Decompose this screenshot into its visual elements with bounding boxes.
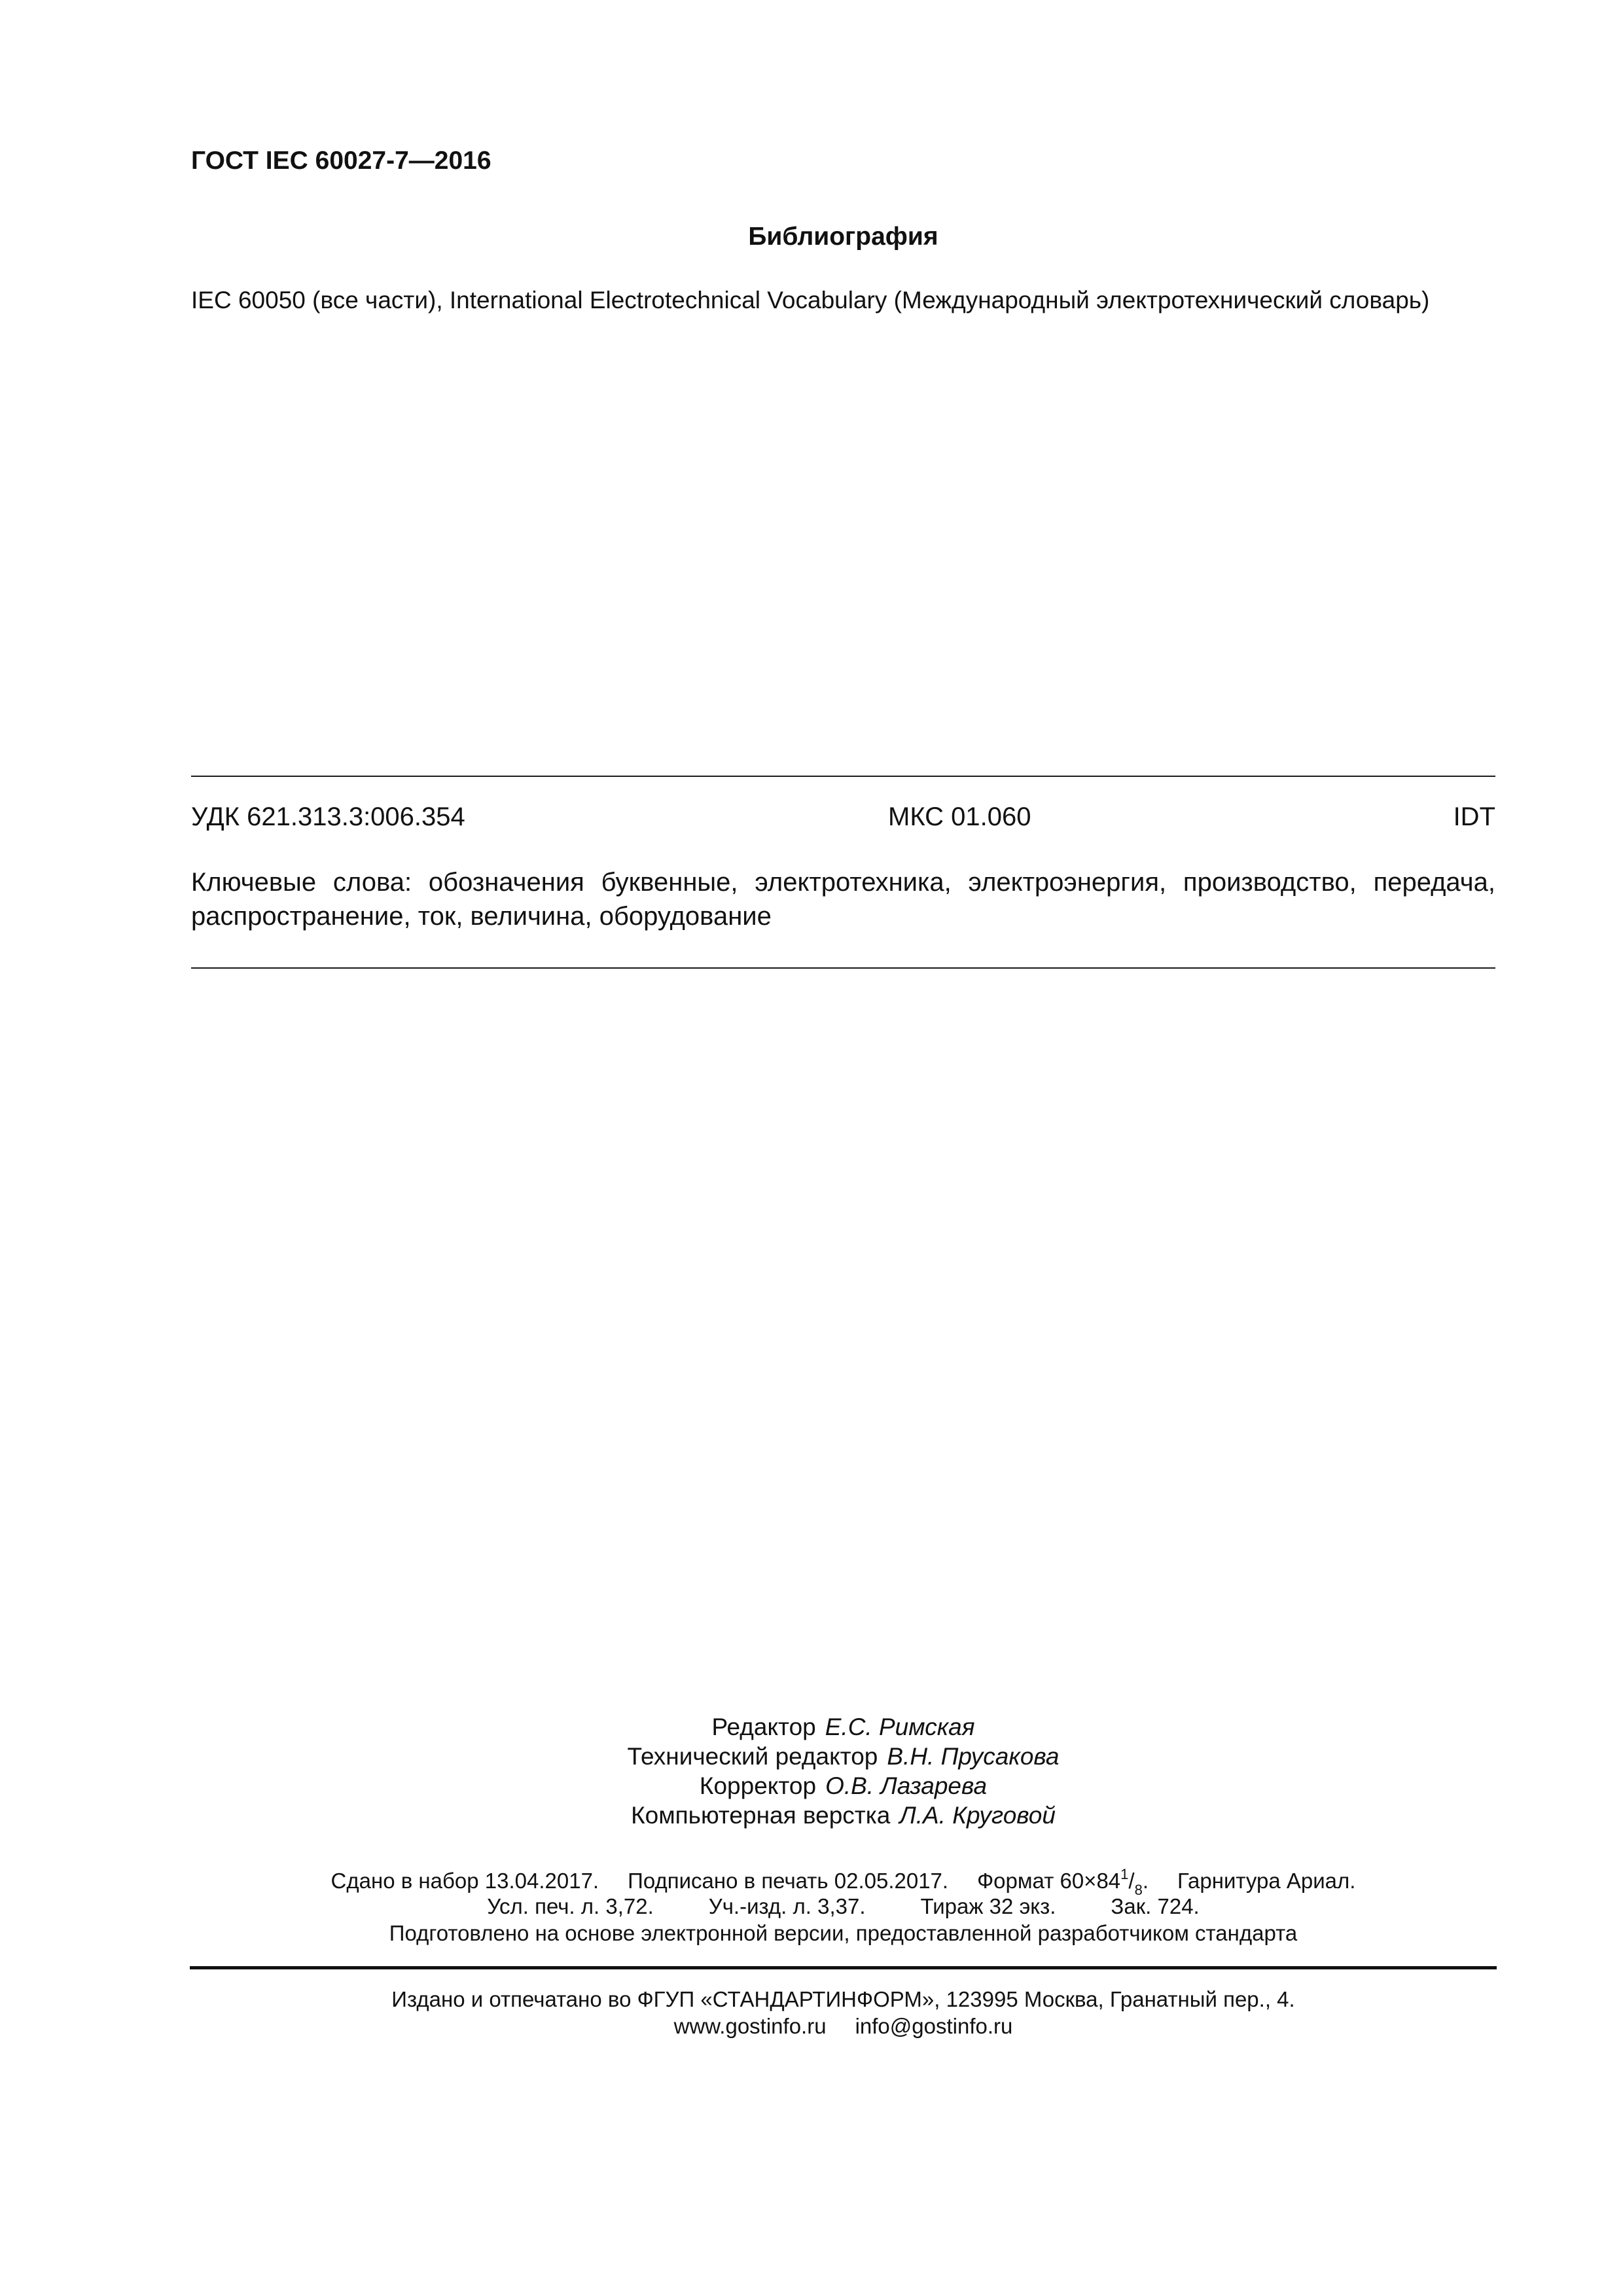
- credit-tech-editor-name: В.Н. Прусакова: [887, 1743, 1060, 1770]
- mks-code: МКС 01.060: [888, 802, 1031, 831]
- credit-editor-label: Редактор: [711, 1713, 816, 1740]
- imprint-run: Тираж 32 экз.: [920, 1894, 1056, 1918]
- imprint-line-2: [191, 1894, 1495, 1919]
- credit-layout-name: Л.А. Круговой: [899, 1802, 1056, 1829]
- publisher-contacts: [191, 2014, 1495, 2039]
- idt-marker: IDT: [1453, 802, 1495, 831]
- imprint-typeface: Гарнитура Ариал.: [1177, 1869, 1356, 1893]
- keywords-line-2: распространение, ток, величина, оборудование: [191, 902, 772, 931]
- bibliography-heading: Библиография: [748, 223, 938, 251]
- credit-tech-editor-label: Технический редактор: [627, 1743, 878, 1770]
- credit-corrector: [191, 1772, 1495, 1800]
- imprint-signed: Подписано в печать 02.05.2017.: [628, 1869, 949, 1893]
- publisher-email[interactable]: info@gostinfo.ru: [855, 2014, 1013, 2038]
- publisher-website[interactable]: www.gostinfo.ru: [673, 2014, 827, 2038]
- credit-editor: [191, 1713, 1495, 1741]
- credit-layout: [191, 1802, 1495, 1829]
- keywords-line-1: Ключевые слова: обозначения буквенные, электротехника, электроэнергия, производство, передача,: [191, 868, 1495, 897]
- credit-editor-name: Е.С. Римская: [825, 1713, 975, 1740]
- credit-corrector-name: О.В. Лазарева: [825, 1772, 988, 1799]
- imprint-print-sheets: Усл. печ. л. 3,72.: [487, 1894, 654, 1918]
- credit-corrector-label: Корректор: [699, 1772, 817, 1799]
- divider-top: [191, 776, 1495, 777]
- divider-bottom: [191, 967, 1495, 969]
- imprint-typeset: Сдано в набор 13.04.2017.: [330, 1869, 599, 1893]
- credit-layout-label: Компьютерная верстка: [631, 1802, 891, 1829]
- document-code: ГОСТ IEC 60027-7—2016: [191, 147, 491, 175]
- imprint-format: Формат $60\times 84^1/_8$.: [977, 1866, 1149, 1898]
- imprint-order: Зак. 724.: [1111, 1894, 1200, 1918]
- imprint-line-1: [191, 1866, 1495, 1898]
- divider-thick: [190, 1966, 1497, 1969]
- credit-tech-editor: [191, 1743, 1495, 1770]
- keywords: [191, 865, 1495, 933]
- imprint-prepared: Подготовлено на основе электронной версии, предоставленной разработчиком стандарта: [389, 1921, 1298, 1945]
- udk-code: УДК 621.313.3:006.354: [191, 802, 465, 831]
- publisher-line: Издано и отпечатано во ФГУП «СТАНДАРТИНФОРМ», 123995 Москва, Гранатный пер., 4.: [391, 1987, 1295, 2011]
- bibliography-entry: IEC 60050 (все части), International Electrotechnical Vocabulary (Международный электротехнический словарь): [191, 287, 1430, 314]
- imprint-pub-sheets: Уч.-изд. л. 3,37.: [708, 1894, 866, 1918]
